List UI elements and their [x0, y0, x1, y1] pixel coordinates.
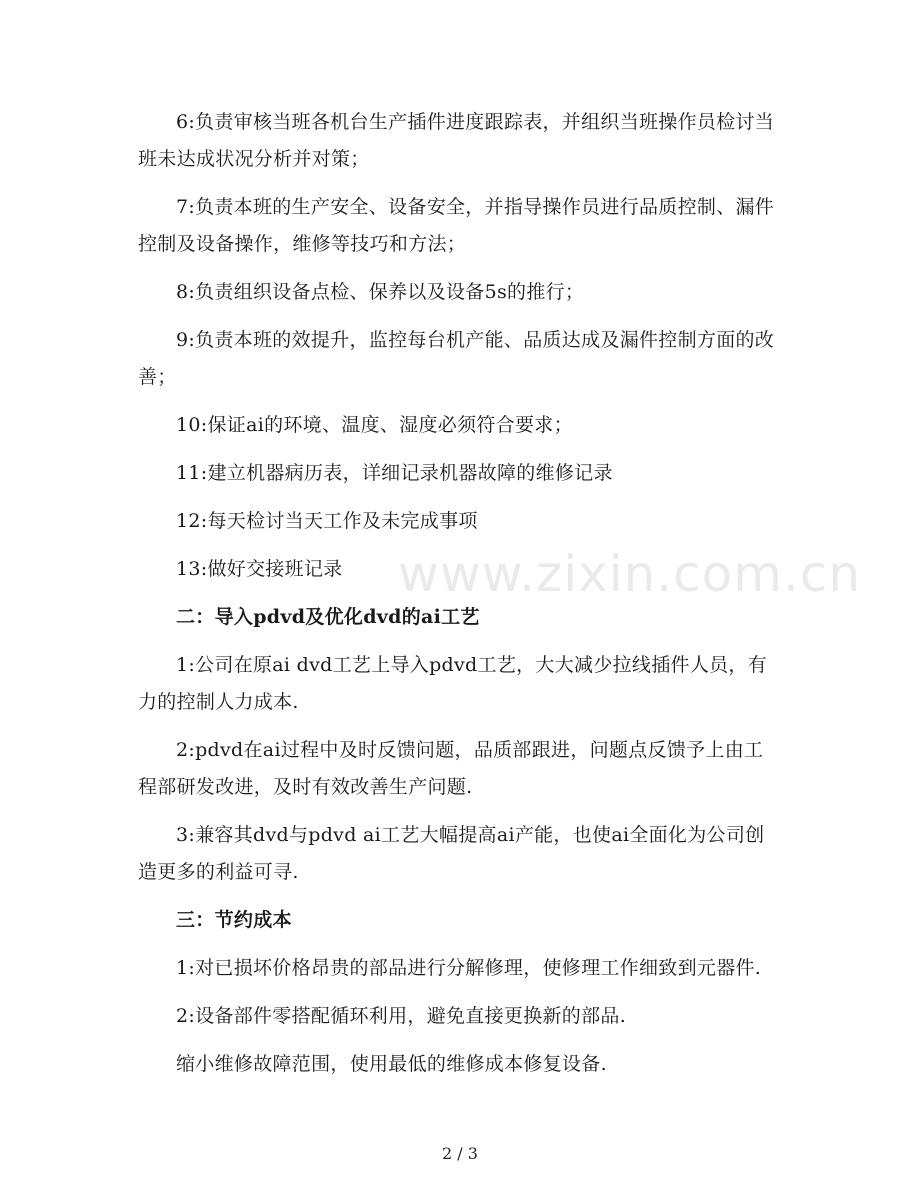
paragraph: 12:每天检讨当天工作及未完成事项: [176, 510, 478, 532]
paragraph: 9:负责本班的效提升，监控每台机产能、品质达成及漏件控制方面的改善；: [138, 329, 775, 388]
section-heading: 三：节约成本: [176, 909, 292, 931]
paragraph: 11:建立机器病历表，详细记录机器故障的维修记录: [176, 462, 613, 484]
paragraph: 缩小维修故障范围，使用最低的维修成本修复设备.: [176, 1053, 607, 1075]
paragraph: 7:负责本班的生产安全、设备安全，并指导操作员进行品质控制、漏件控制及设备操作，维修等技巧和方法；: [138, 196, 775, 255]
section-heading: 二：导入pdvd及优化dvd的ai工艺: [176, 606, 480, 628]
page-number: 2 / 3: [442, 1144, 478, 1163]
paragraph: 1:对已损坏价格昂贵的部品进行分解修理，使修理工作细致到元器件.: [176, 957, 762, 979]
paragraph: 2:pdvd在ai过程中及时反馈问题，品质部跟进，问题点反馈予上由工程部研发改进，及时有效改善生产问题.: [138, 739, 764, 798]
paragraph: 2:设备部件零搭配循环利用，避免直接更换新的部品.: [176, 1005, 627, 1027]
paragraph: 1:公司在原ai dvd工艺上导入pdvd工艺，大大减少拉线插件人员，有力的控制人力成本.: [138, 654, 768, 713]
paragraph: 8:负责组织设备点检、保养以及设备5s的推行；: [176, 281, 585, 303]
paragraph: 6:负责审核当班各机台生产插件进度跟踪表，并组织当班操作员检讨当班未达成状况分析并对策；: [138, 111, 775, 170]
watermark: www.zixin.com.cn: [398, 545, 862, 603]
paragraph: 10:保证ai的环境、温度、湿度必须符合要求；: [176, 414, 573, 436]
paragraph: 13:做好交接班记录: [176, 558, 343, 580]
paragraph: 3:兼容其dvd与pdvd ai工艺大幅提高ai产能，也使ai全面化为公司创造更多的利益可寻.: [138, 824, 765, 883]
